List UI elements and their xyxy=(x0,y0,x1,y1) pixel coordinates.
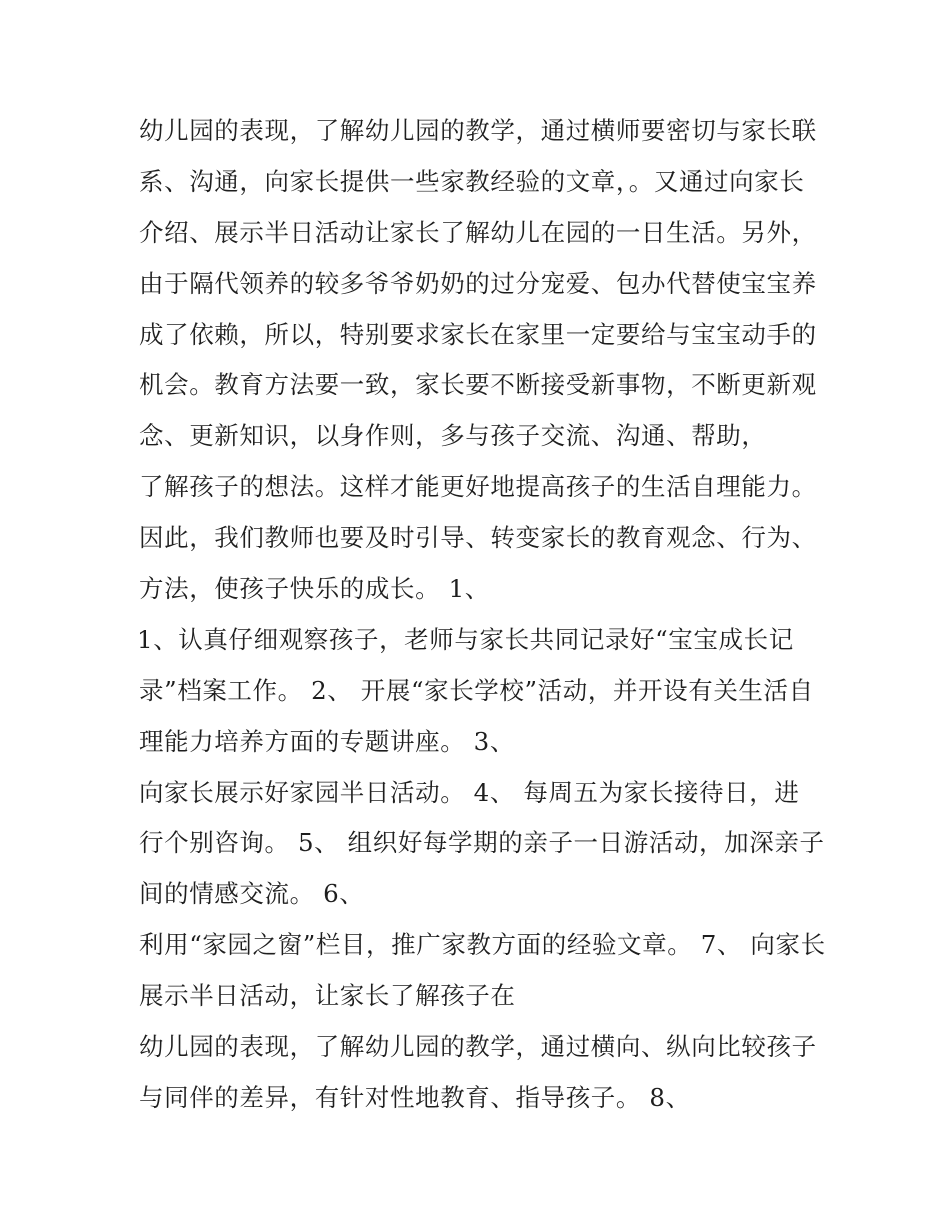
text-line: 念、更新知识，以身作则，多与孩子交流、沟通、帮助， xyxy=(139,421,767,451)
text-line: 录”档案工作。 2、 开展“家长学校”活动，并开设有关生活自 xyxy=(139,675,814,705)
text-line: 由于隔代领养的较多爷爷奶奶的过分宠爱、包办代替使宝宝养 xyxy=(139,268,817,298)
text-line: 理能力培养方面的专题讲座。 3、 xyxy=(139,726,515,756)
text-line: 幼儿园的表现，了解幼儿园的教学，通过横师要密切与家长联 xyxy=(139,116,817,145)
text-line: 1、认真仔细观察孩子，老师与家长共同记录好“宝宝成长记 xyxy=(137,624,794,654)
text-line: 机会。教育方法要一致，家长要不断接受新事物，不断更新观 xyxy=(139,370,817,400)
text-line: 展示半日活动，让家长了解孩子在 xyxy=(139,981,516,1011)
text-line: 向家长展示好家园半日活动。 4、 每周五为家长接待日，进 xyxy=(139,777,800,807)
body-text xyxy=(137,106,826,1124)
text-line: 间的情感交流。 6、 xyxy=(139,879,365,909)
text-line: 系、沟通，向家长提供一些家教经验的文章，。又通过向家长 xyxy=(139,166,805,196)
text-line: 成了依赖，所以，特别要求家长在家里一定要给与宝宝动手的 xyxy=(139,319,817,349)
text-line: 了解孩子的想法。这样才能更好地提高孩子的生活自理能力。 xyxy=(139,472,817,502)
text-line: 幼儿园的表现，了解幼儿园的教学，通过横向、纵向比较孩子 xyxy=(139,1032,817,1062)
text-line: 介绍、展示半日活动让家长了解幼儿在园的一日生活。另外， xyxy=(139,217,817,247)
text-line: 因此，我们教师也要及时引导、转变家长的教育观念、行为、 xyxy=(139,523,817,553)
text-line: 与同伴的差异，有针对性地教育、指导孩子。 8、 xyxy=(139,1082,691,1112)
text-line: 行个别咨询。 5、 组织好每学期的亲子一日游活动，加深亲子 xyxy=(139,828,825,858)
text-line: 方法，使孩子快乐的成长。 1、 xyxy=(139,574,490,604)
text-line: 利用“家园之窗”栏目，推广家教方面的经验文章。 7、 向家长 xyxy=(139,930,826,960)
